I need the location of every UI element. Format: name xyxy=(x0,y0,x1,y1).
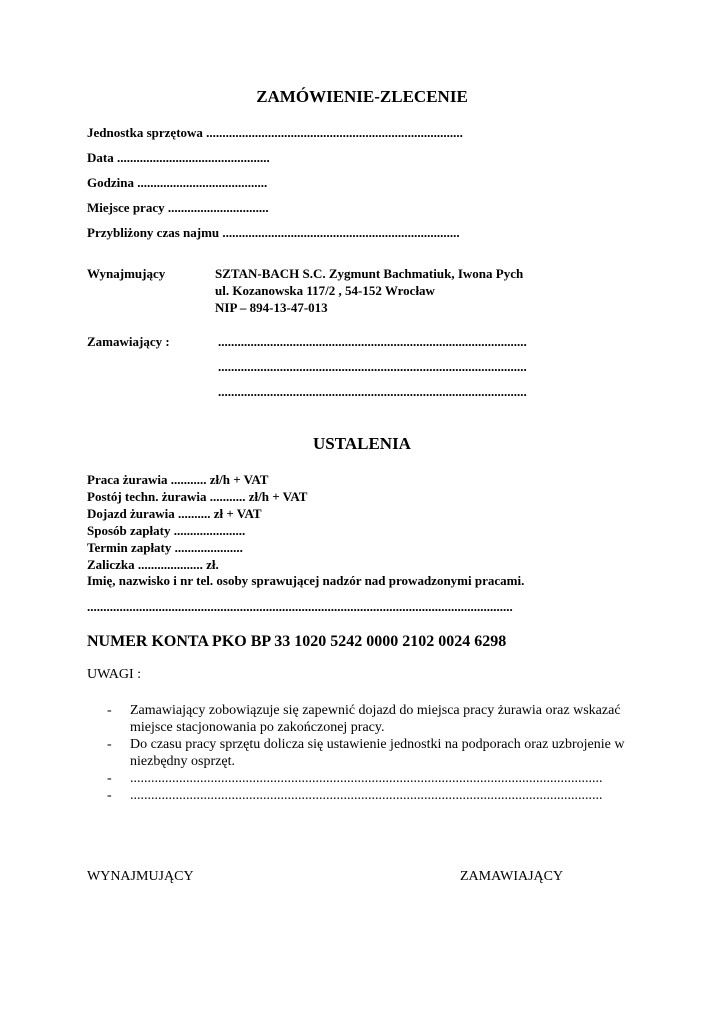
list-item xyxy=(87,787,647,804)
ustalenia-sposob: Sposób zapłaty ...................... xyxy=(87,523,246,538)
field-jednostka: Jednostka sprzętowa ............................................................................... xyxy=(87,125,463,140)
zamawiajacy-line3: ............................................................................................... xyxy=(218,384,527,399)
ustalenia-dojazd: Dojazd żurawia .......... zł + VAT xyxy=(87,506,262,521)
ustalenia-postoj: Postój techn. żurawia ........... zł/h + VAT xyxy=(87,489,308,504)
list-item xyxy=(87,736,647,770)
zamawiajacy-label: Zamawiający : xyxy=(87,334,170,349)
list-item xyxy=(87,770,647,787)
wynajmujacy-line1: SZTAN-BACH S.C. Zygmunt Bachmatiuk, Iwona Pych xyxy=(215,266,524,281)
field-miejsce: Miejsce pracy ............................... xyxy=(87,200,269,215)
zamawiajacy-line2: ............................................................................................... xyxy=(218,359,527,374)
list-item-text: ....................................................................................................................................... xyxy=(130,771,603,786)
document-title: ZAMÓWIENIE-ZLECENIE xyxy=(256,87,468,106)
ustalenia-zaliczka: Zaliczka .................... zł. xyxy=(87,557,219,572)
list-item-text: ....................................................................................................................................... xyxy=(130,788,603,803)
ustalenia-nadzor: Imię, nazwisko i nr tel. osoby sprawującej nadzór nad prowadzonymi pracami. xyxy=(87,573,525,588)
signature-right: ZAMAWIAJĄCY xyxy=(460,869,564,884)
uwagi-label: UWAGI : xyxy=(87,667,142,682)
list-item-text: Do czasu pracy sprzętu dolicza się ustawienie jednostki na podporach oraz uzbrojenie w niezbędny osprzęt. xyxy=(130,737,625,769)
uwagi-list xyxy=(87,702,647,804)
list-item-text: Zamawiający zobowiązuje się zapewnić dojazd do miejsca pracy żurawia oraz wskazać miejsce stacjonowania po zakończonej pracy. xyxy=(130,703,621,735)
list-dash: - xyxy=(107,771,112,786)
wynajmujacy-line3: NIP – 894-13-47-013 xyxy=(215,300,328,315)
zamawiajacy-line1: ............................................................................................... xyxy=(218,334,527,349)
ustalenia-praca: Praca żurawia ........... zł/h + VAT xyxy=(87,472,269,487)
account-number: NUMER KONTA PKO BP 33 1020 5242 0000 2102 0024 6298 xyxy=(87,633,507,650)
list-dash: - xyxy=(107,788,112,803)
wynajmujacy-label: Wynajmujący xyxy=(87,266,166,281)
wynajmujacy-line2: ul. Kozanowska 117/2 , 54-152 Wrocław xyxy=(215,283,435,298)
field-godzina: Godzina ........................................ xyxy=(87,175,268,190)
list-dash: - xyxy=(107,737,112,752)
field-czas-najmu: Przybliżony czas najmu ......................................................................... xyxy=(87,225,460,240)
list-item xyxy=(87,702,647,736)
ustalenia-title: USTALENIA xyxy=(313,434,411,453)
signature-left: WYNAJMUJĄCY xyxy=(87,869,194,884)
ustalenia-dots: ................................................................................................................................... xyxy=(87,599,513,614)
list-dash: - xyxy=(107,703,112,718)
field-data: Data ............................................... xyxy=(87,150,270,165)
ustalenia-termin: Termin zapłaty ..................... xyxy=(87,540,243,555)
